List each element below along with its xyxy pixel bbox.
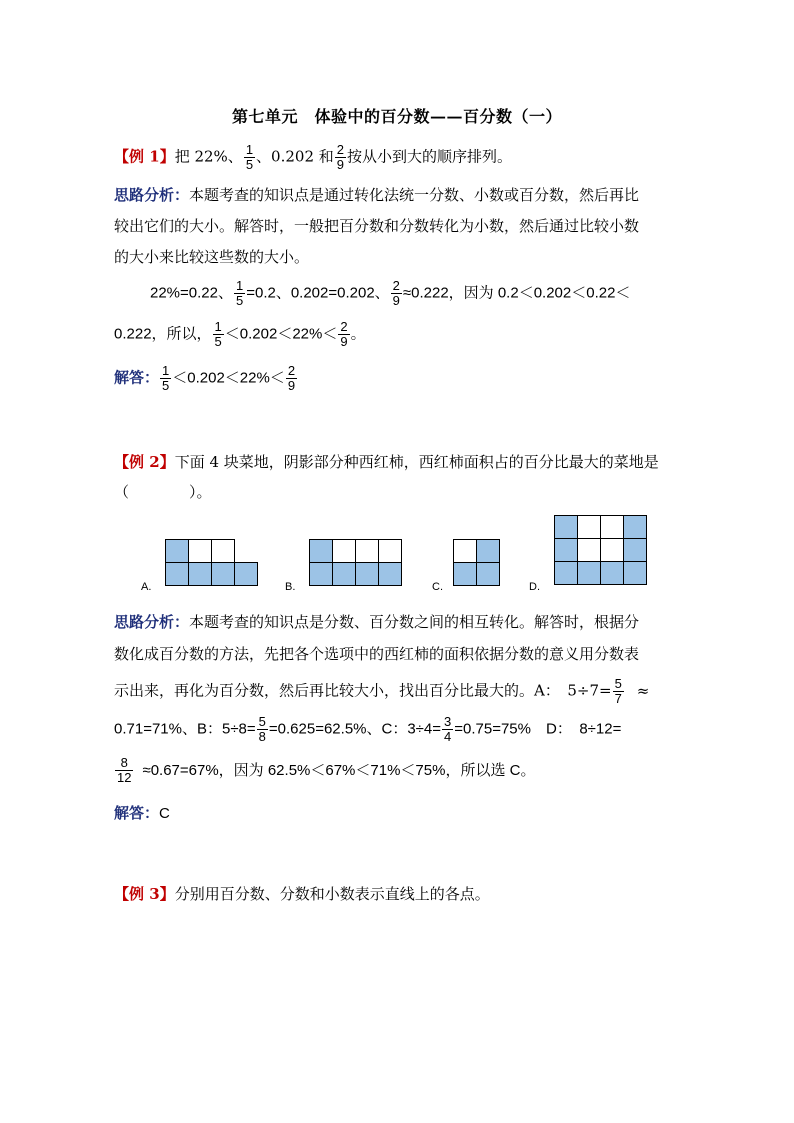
example-2-analysis-line-2: 数化成百分数的方法，先把各个选项中的西红柿的面积依据分数的意义用分数表 [114,645,640,663]
shaded-cell [211,562,235,586]
analysis-label: 思路分析： [114,613,190,631]
shaded-cell [332,562,356,586]
option-label: D. [529,581,540,593]
shaded-cell [309,562,333,586]
empty-cell [577,515,601,539]
example-2-analysis-line-5: $\frac{8}{12}$ ≈0.67=67%，因为 62.5%＜67%＜71%＜75%，所以选 C。 [117,755,536,785]
shaded-cell [188,562,212,586]
example-1-question: 【例 1】把 22%、 $\frac{1}{5}$ 、0.202 和 $\frac{2}{9}$ 按从小到大的顺序排列。 [114,142,513,172]
shaded-cell [476,539,500,563]
shaded-cell [378,562,402,586]
example-1-analysis-line-1: 思路分析：本题考查的知识点是通过转化法统一分数、小数或百分数，然后再比 [114,186,640,204]
shaded-cell [577,561,601,585]
empty-cell [600,538,624,562]
example-1-answer: 解答： $\frac{1}{5}$ ＜0.202＜22%＜ $\frac{2}{9}$ [114,363,296,393]
empty-cell [188,539,212,563]
option-label: A. [141,581,152,593]
page-title: 第七单元 体验中的百分数——百分数（一） [231,107,562,126]
example-2-question-line-1: 【例 2】下面 4 块菜地，阴影部分种西红柿，西红柿面积占的百分比最大的菜地是 [114,453,659,471]
shaded-cell [554,561,578,585]
example-2-analysis-line-1: 思路分析：本题考查的知识点是分数、百分数之间的相互转化。解答时，根据分 [114,613,640,631]
shaded-cell [554,538,578,562]
shaded-cell [554,515,578,539]
fraction: $\frac{1}{5}$ [245,142,254,172]
empty-cell [453,539,477,563]
answer-label: 解答： [114,804,160,822]
answer-label: 解答： [114,368,160,387]
example-3-tag: 【例 3】 [114,885,175,903]
empty-cell [211,539,235,563]
example-1-analysis-line-3: 的大小来比较这些数的大小。 [114,248,310,266]
shaded-cell [623,538,647,562]
shaded-cell [476,562,500,586]
option-label: C. [432,581,443,593]
empty-cell [600,515,624,539]
empty-cell [577,538,601,562]
example-1-analysis-line-2: 较出它们的大小。解答时，一般把百分数和分数转化为小数，然后通过比较小数 [114,217,640,235]
empty-cell [378,539,402,563]
option-label: B. [285,581,296,593]
example-2-question-line-2: （ ）。 [114,483,212,501]
shaded-cell [165,539,189,563]
shaded-cell [165,562,189,586]
shaded-cell [309,539,333,563]
example-2-analysis-line-3: 示出来，再化为百分数，然后再比较大小，找出百分比最大的。A： 5÷7= $\frac{5}{7}$ ≈ [114,676,650,706]
example-1-calc-line-1: 22%=0.22、 $\frac{1}{5}$ =0.2、0.202=0.202、 $\frac{2}{9}$ ≈0.222，因为 0.2＜0.202＜0.22＜ [150,278,631,308]
shaded-cell [623,561,647,585]
example-3-question: 【例 3】分别用百分数、分数和小数表示直线上的各点。 [114,885,490,903]
shaded-cell [355,562,379,586]
empty-cell [355,539,379,563]
example-1-calc-line-2: 0.222，所以， $\frac{1}{5}$ ＜0.202＜22%＜ $\frac{2}{9}$ 。 [114,319,366,349]
example-2-answer: 解答：C [114,804,170,822]
example-1-tag: 【例 1】 [114,147,175,166]
example-2-tag: 【例 2】 [114,453,175,471]
analysis-label: 思路分析： [114,186,190,204]
shaded-cell [234,562,258,586]
example-2-analysis-line-4: 0.71=71%、B：5÷8= $\frac{5}{8}$ =0.625=62.5%、C：3÷4= $\frac{3}{4}$ =0.75=75% D： 8÷12= [114,714,622,744]
fraction: $\frac{2}{9}$ [336,142,344,172]
shaded-cell [623,515,647,539]
shaded-cell [600,561,624,585]
empty-cell [332,539,356,563]
shaded-cell [453,562,477,586]
